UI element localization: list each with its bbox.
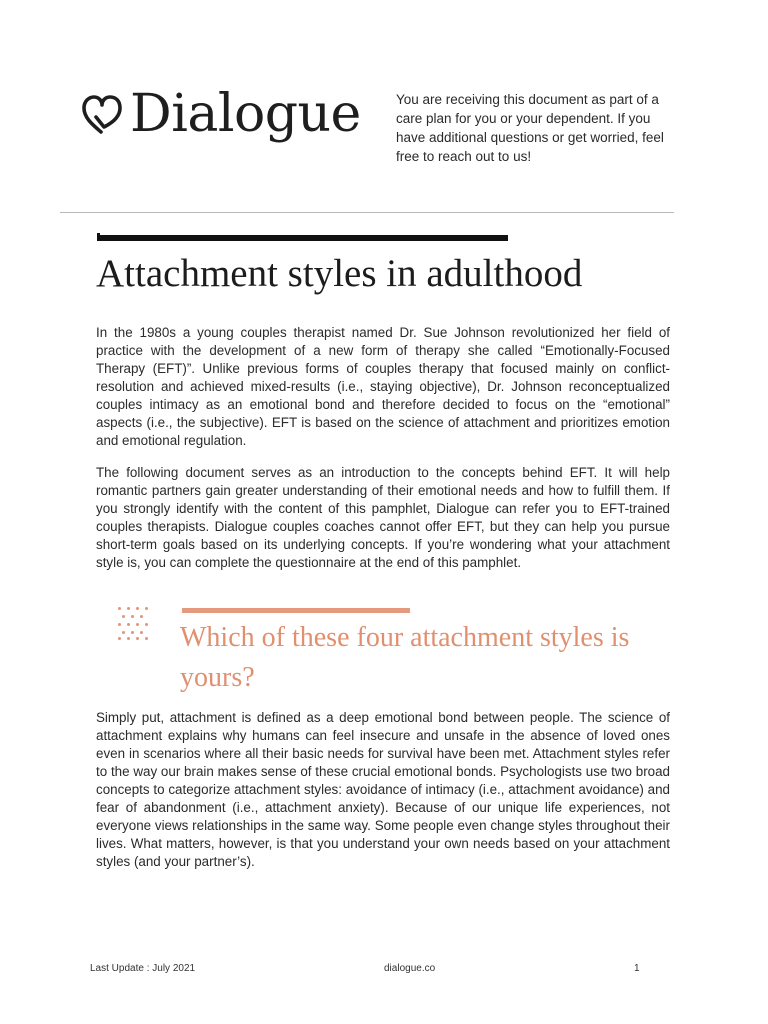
brand-logo — [80, 84, 361, 144]
footer-last-update: Last Update : July 2021 — [90, 963, 196, 974]
section-heading: Which of these four attachment styles is yours? — [180, 622, 630, 693]
brand-name: Dialogue — [130, 84, 361, 144]
page-title: Attachment styles in adulthood — [96, 252, 583, 295]
dot-grid-icon — [116, 606, 150, 640]
intro-paragraph-1: In the 1980s a young couples therapist named Dr. Sue Johnson revolutionized her field of practice with the development of a new form of therapy she called “Emotionally-Focused Therapy (EFT)”. Unlike previous forms of couples therapy that focused mainly on conflict-resolution and achieved mixed-results (i.e., staying objective), Dr. Johnson reconceptualized couples intimacy as an emotional bond and therefore decided to focus on the “emotional” aspects (i.e., the subjective). EFT is based on the science of attachment and prioritizes emotion and emotional regulation. — [96, 325, 670, 448]
intro-note: You are receiving this document as part of a care plan for you or your dependent. If you have additional questions or get worried, feel free to reach out to us! — [396, 92, 664, 164]
title-rule — [100, 235, 508, 241]
section-accent-rule — [182, 608, 410, 613]
footer-page-number: 1 — [634, 963, 640, 974]
header-divider — [60, 212, 674, 213]
footer-website: dialogue.co — [384, 963, 436, 974]
intro-paragraph-2: The following document serves as an introduction to the concepts behind EFT. It will help romantic partners gain greater understanding of their emotional needs and how to fulfill them. If you strongly identify with the content of this pamphlet, Dialogue can refer you to EFT-trained couples therapists. Dialogue couples coaches cannot offer EFT, but they can help you pursue short-term goals based on its underlying concepts. If you’re wondering what your attachment style is, you can complete the questionnaire at the end of this pamphlet. — [96, 465, 670, 570]
heart-outline-icon — [80, 92, 124, 136]
section-paragraph: Simply put, attachment is defined as a deep emotional bond between people. The science of attachment explains why humans can feel insecure and unsafe in the absence of loved ones even in scenarios where all their basic needs for survival have been met. Attachment styles refer to the way our brain makes sense of these crucial emotional bonds. Psychologists use two broad concepts to categorize attachment styles: avoidance of intimacy (i.e., attachment avoidance) and fear of abandonment (i.e., attachment anxiety). Because of our unique life experiences, not everyone views relationships in the same way. Some people even change styles throughout their lives. What matters, however, is that you understand your own needs based on your attachment styles (and your partner’s). — [96, 710, 670, 869]
